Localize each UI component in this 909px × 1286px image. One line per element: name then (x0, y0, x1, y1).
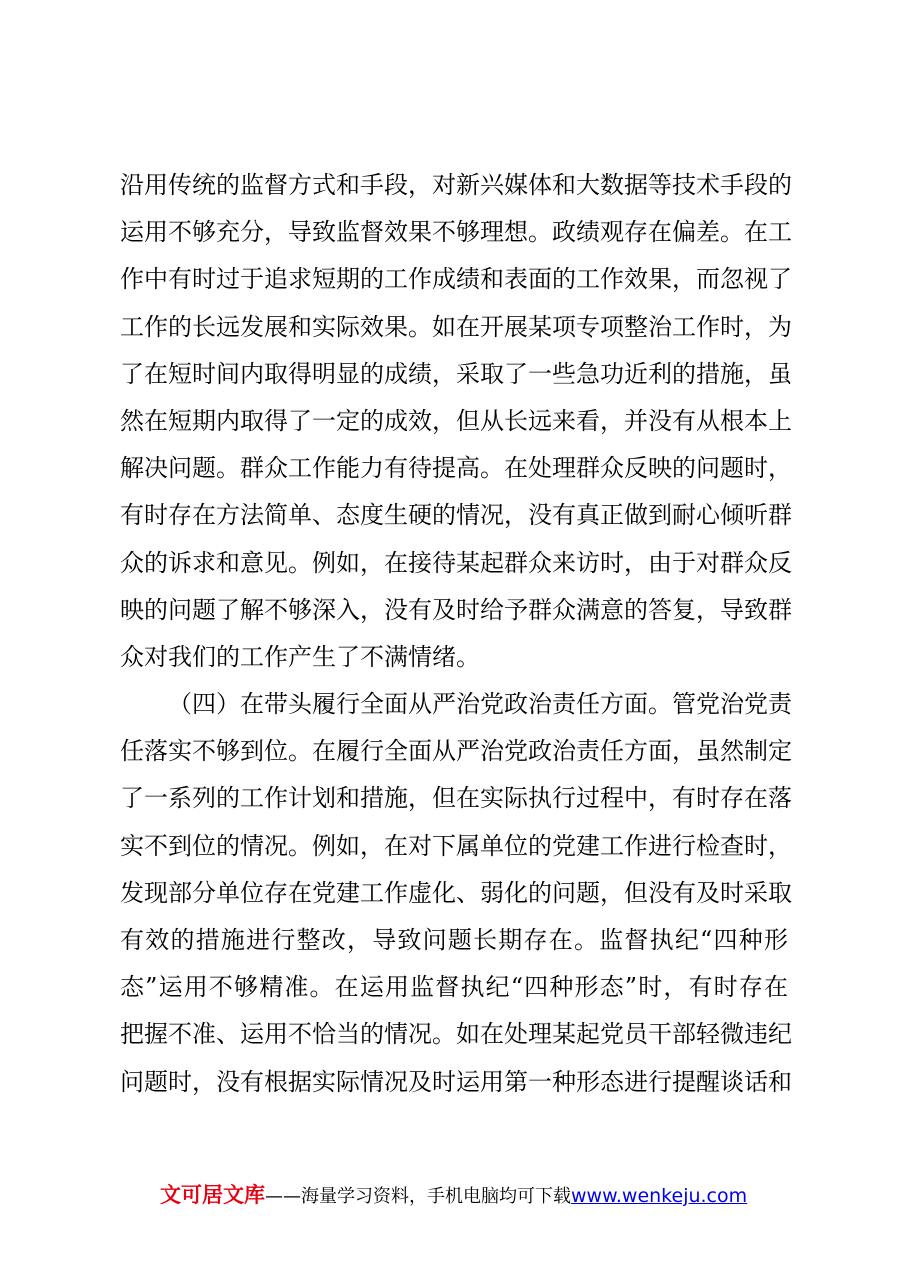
text-line: 实不到位的情况。例如，在对下属单位的党建工作进行检查时， (120, 831, 792, 860)
text-line: 有时存在方法简单、态度生硬的情况，没有真正做到耐心倾听群 (120, 501, 792, 530)
text-line: 有效的措施进行整改，导致问题长期存在。监督执纪“四种形 (120, 926, 788, 954)
text-line: 解决问题。群众工作能力有待提高。在处理群众反映的问题时， (120, 454, 792, 483)
text-line: 然在短期内取得了一定的成效，但从长远来看，并没有从根本上 (120, 406, 792, 435)
text-line: 问题时，没有根据实际情况及时运用第一种形态进行提醒谈话和 (120, 1067, 792, 1096)
text-line: 众的诉求和意见。例如，在接待某起群众来访时，由于对群众反 (120, 548, 792, 577)
text-line: 沿用传统的监督方式和手段，对新兴媒体和大数据等技术手段的 (120, 171, 792, 199)
text-line: 工作的长远发展和实际效果。如在开展某项专项整治工作时，为 (120, 312, 792, 341)
footer-brand: 文可居文库 (160, 1183, 265, 1207)
text-line: 了一系列的工作计划和措施，但在实际执行过程中，有时存在落 (120, 784, 792, 813)
section-heading-line: （四）在带头履行全面从严治党政治责任方面。管党治党责 (168, 690, 792, 719)
footer (160, 1180, 780, 1210)
footer-url-link[interactable]: www.wenkeju.com (571, 1185, 748, 1207)
text-line: 把握不准、运用不恰当的情况。如在处理某起党员干部轻微违纪 (120, 1020, 792, 1049)
footer-tagline: ——海量学习资料，手机电脑均可下载 (265, 1186, 571, 1207)
text-line: 发现部分单位存在党建工作虚化、弱化的问题，但没有及时采取 (120, 878, 792, 907)
text-line: 态”运用不够精准。在运用监督执纪“四种形态”时，有时存在 (120, 973, 788, 1002)
text-line: 映的问题了解不够深入，没有及时给予群众满意的答复，导致群 (120, 595, 792, 624)
text-line: 众对我们的工作产生了不满情绪。 (120, 642, 480, 671)
text-line: 了在短时间内取得明显的成绩，采取了一些急功近利的措施，虽 (120, 359, 792, 388)
text-line: 运用不够充分，导致监督效果不够理想。政绩观存在偏差。在工 (120, 218, 792, 247)
body-text (120, 162, 792, 1106)
text-line: 作中有时过于追求短期的工作成绩和表面的工作效果，而忽视了 (120, 265, 792, 294)
text-line: 任落实不够到位。在履行全面从严治党政治责任方面，虽然制定 (120, 737, 792, 766)
